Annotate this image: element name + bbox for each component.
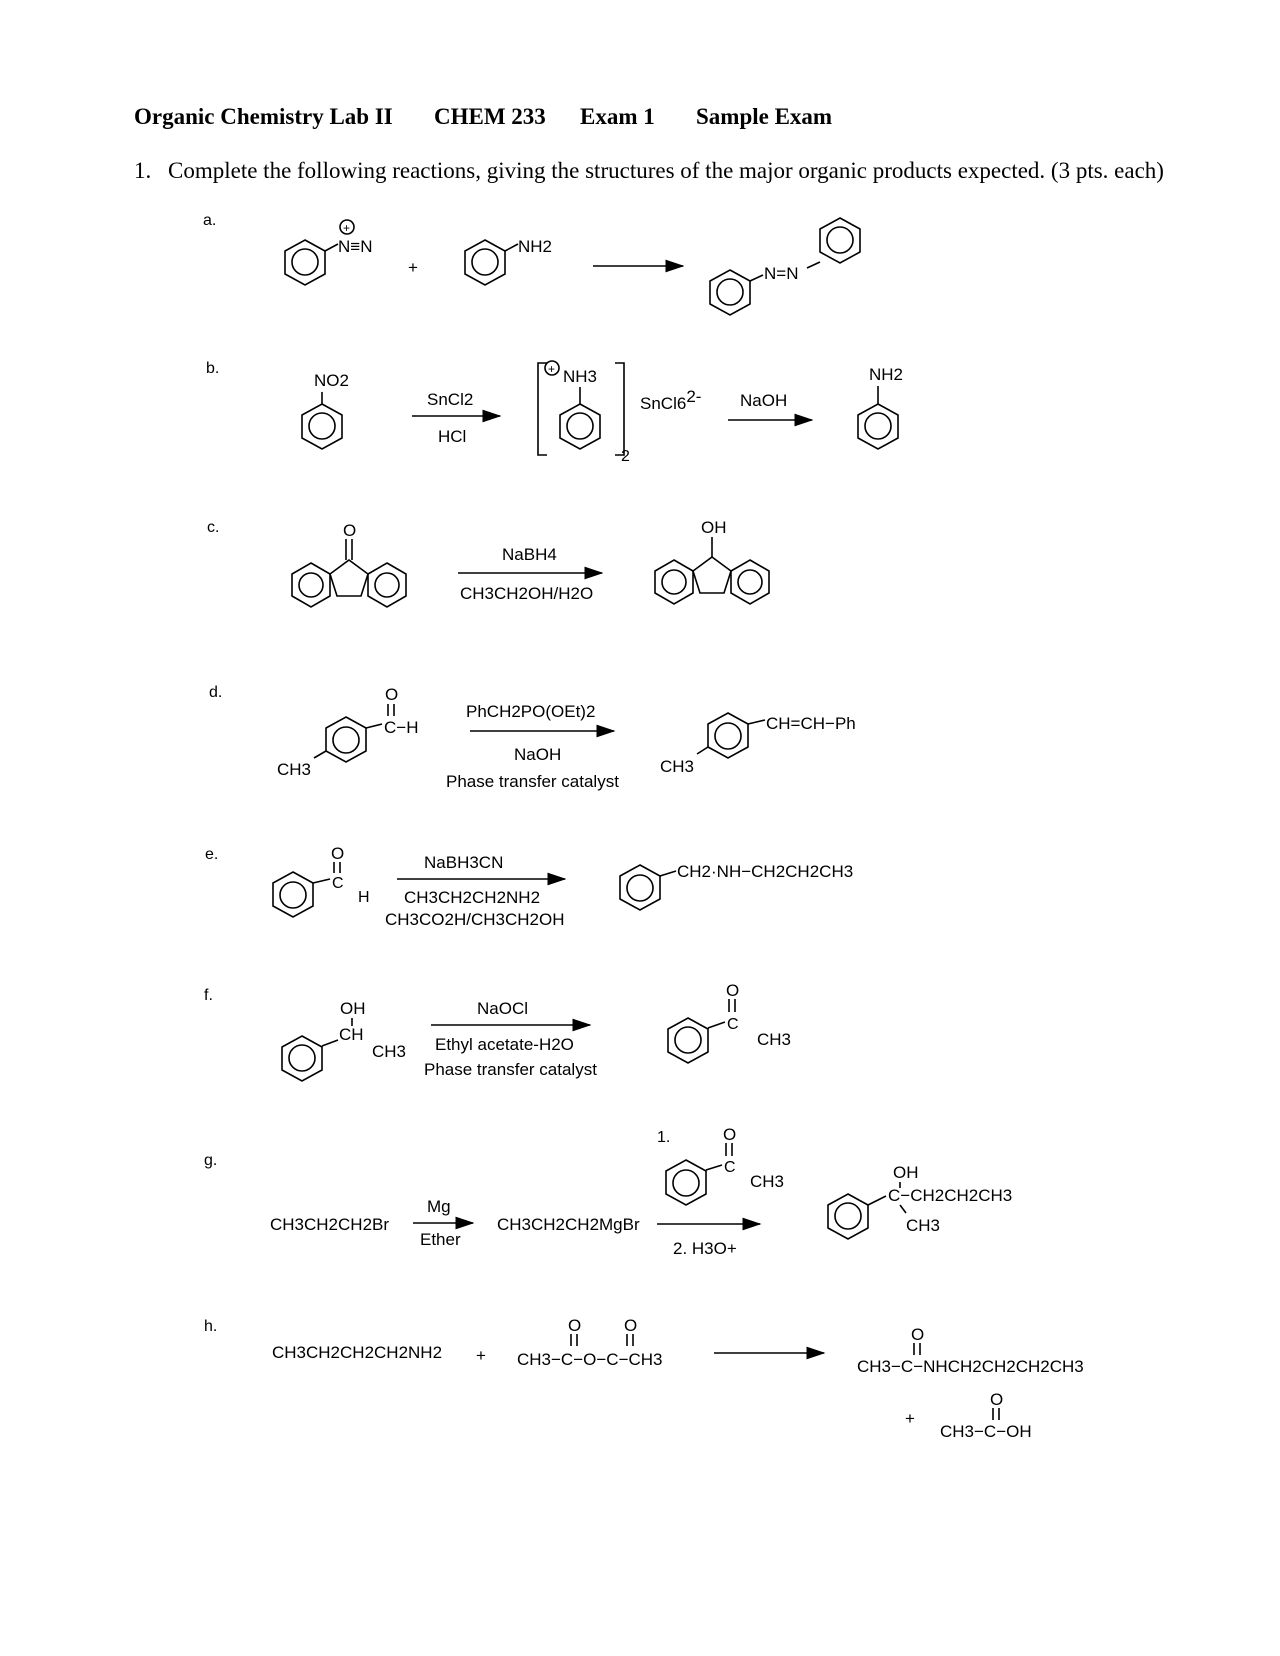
reagent-solvent: Ethyl acetate-H2O <box>435 1035 574 1054</box>
butylamine: CH3CH2CH2CH2NH2 <box>272 1343 443 1362</box>
ammonium-group: NH3 <box>563 367 598 386</box>
right-bracket <box>615 363 624 455</box>
aldehyde-hydrogen: H <box>358 889 370 906</box>
benzene-ring <box>828 1194 868 1239</box>
label-f: f. <box>204 987 213 1004</box>
benzene-ring <box>820 218 860 263</box>
azo-group: N=N <box>764 264 799 283</box>
reagent-catalyst: Phase transfer catalyst <box>446 772 619 791</box>
diazonium-group: N≡N <box>338 237 373 256</box>
benzene-ring <box>710 270 750 315</box>
reagent-nabh4: NaBH4 <box>502 545 557 564</box>
reagent-phosphonate: PhCH2PO(OEt)2 <box>466 702 596 721</box>
reagent-nabh3cn: NaBH3CN <box>424 853 504 872</box>
carbonyl-carbon: C <box>727 1016 739 1033</box>
reagent-mg: Mg <box>427 1197 451 1216</box>
amino-group: NH2 <box>518 237 553 256</box>
carbonyl-oxygen: O <box>385 685 399 704</box>
carbonyl-oxygen: O <box>568 1316 582 1335</box>
methyl-group: CH3 <box>372 1042 407 1061</box>
fluorenol-structure <box>655 557 769 604</box>
benzene-ring <box>326 717 366 762</box>
label-h: h. <box>204 1318 218 1335</box>
hydroxyl-group: OH <box>701 518 727 537</box>
propyl-chain: C−CH2CH2CH3 <box>888 1186 1013 1205</box>
reagent-solvent: CH3CO2H/CH3CH2OH <box>385 910 565 929</box>
benzene-ring <box>465 240 505 285</box>
grignard-reagent: CH3CH2CH2MgBr <box>497 1215 640 1234</box>
step-2-acid-workup: 2. H3O+ <box>673 1239 737 1258</box>
reagent-sncl2: SnCl2 <box>427 390 474 409</box>
label-d: d. <box>209 684 223 701</box>
methine-carbon: CH <box>339 1025 364 1044</box>
carbonyl-oxygen: O <box>331 844 345 863</box>
svg-text:+: + <box>548 362 556 376</box>
amino-group: NH2 <box>869 365 904 384</box>
question-text: Complete the following reactions, giving the structures of the major organic products expected. (3 pts. each) <box>168 158 1164 183</box>
methyl-group: CH3 <box>906 1216 941 1235</box>
benzene-ring <box>858 404 898 449</box>
reagent-naocl: NaOCl <box>477 999 529 1018</box>
reaction-h <box>204 1316 1084 1441</box>
acetic-anhydride: CH3−C−O−C−CH3 <box>517 1350 663 1369</box>
fluorenone-structure <box>292 560 406 607</box>
benzene-ring <box>560 404 600 449</box>
plus-sign: + <box>408 258 418 277</box>
reaction-c <box>207 518 769 607</box>
hydroxyl-group: OH <box>340 999 366 1018</box>
plus-sign: + <box>476 1346 486 1365</box>
counter-ion: SnCl62- <box>640 387 702 413</box>
reagent-ether: Ether <box>420 1230 461 1249</box>
reagent-solvent: CH3CH2OH/H2O <box>460 584 594 603</box>
methyl-group: CH3 <box>660 757 695 776</box>
label-g: g. <box>204 1152 218 1169</box>
carbonyl-carbon: C <box>332 875 344 892</box>
butylacetamide: CH3−C−NHCH2CH2CH2CH3 <box>857 1357 1084 1376</box>
styryl-chain: CH=CH−Ph <box>766 714 856 733</box>
reagent-naoh: NaOH <box>514 745 562 764</box>
plus-sign: + <box>905 1409 915 1428</box>
reaction-e <box>205 844 853 929</box>
question-number: 1. <box>134 158 152 183</box>
benzene-ring <box>282 1036 322 1081</box>
svg-text:+: + <box>343 221 351 235</box>
carbonyl-oxygen: O <box>990 1390 1004 1409</box>
benzene-ring <box>302 404 342 449</box>
label-e: e. <box>205 846 219 863</box>
reaction-f <box>204 981 791 1081</box>
reaction-d <box>209 684 856 791</box>
course-code: CHEM 233 <box>434 104 546 129</box>
benzene-ring <box>620 865 660 910</box>
reaction-a <box>203 212 860 315</box>
carbonyl-oxygen: O <box>911 1325 925 1344</box>
benzene-ring <box>708 713 748 758</box>
carbonyl-carbon: C <box>724 1159 736 1176</box>
amine-chain: CH2·NH−CH2CH2CH3 <box>677 862 854 881</box>
benzene-ring <box>273 872 313 917</box>
label-c: c. <box>207 519 220 536</box>
label-a: a. <box>203 212 217 229</box>
course-title: Organic Chemistry Lab II <box>134 104 393 129</box>
exam-number: Exam 1 <box>580 104 655 129</box>
benzene-ring <box>668 1018 708 1063</box>
reagent-naoh: NaOH <box>740 391 788 410</box>
acetic-acid: CH3−C−OH <box>940 1422 1032 1441</box>
aldehyde-group: C−H <box>384 718 419 737</box>
reagent-hcl: HCl <box>438 427 467 446</box>
reagent-catalyst: Phase transfer catalyst <box>424 1060 597 1079</box>
carbonyl-oxygen: O <box>624 1316 638 1335</box>
hydroxyl-group: OH <box>893 1163 919 1182</box>
label-b: b. <box>206 360 220 377</box>
carbonyl-oxygen: O <box>726 981 740 1000</box>
propyl-bromide: CH3CH2CH2Br <box>270 1215 390 1234</box>
nitro-group: NO2 <box>314 371 349 390</box>
left-bracket <box>538 363 547 455</box>
exam-type: Sample Exam <box>696 104 833 129</box>
benzene-ring <box>285 240 325 285</box>
methyl-group: CH3 <box>757 1030 792 1049</box>
subscript-2: 2 <box>621 448 630 465</box>
ketone-oxygen: O <box>343 521 357 540</box>
methyl-group: CH3 <box>277 760 312 779</box>
benzene-ring <box>666 1160 706 1205</box>
methyl-group: CH3 <box>750 1172 785 1191</box>
step-1: 1. <box>657 1129 671 1146</box>
carbonyl-oxygen: O <box>723 1125 737 1144</box>
reaction-g <box>204 1125 1012 1258</box>
reaction-b <box>206 360 903 465</box>
reagent-amine: CH3CH2CH2NH2 <box>404 888 541 907</box>
